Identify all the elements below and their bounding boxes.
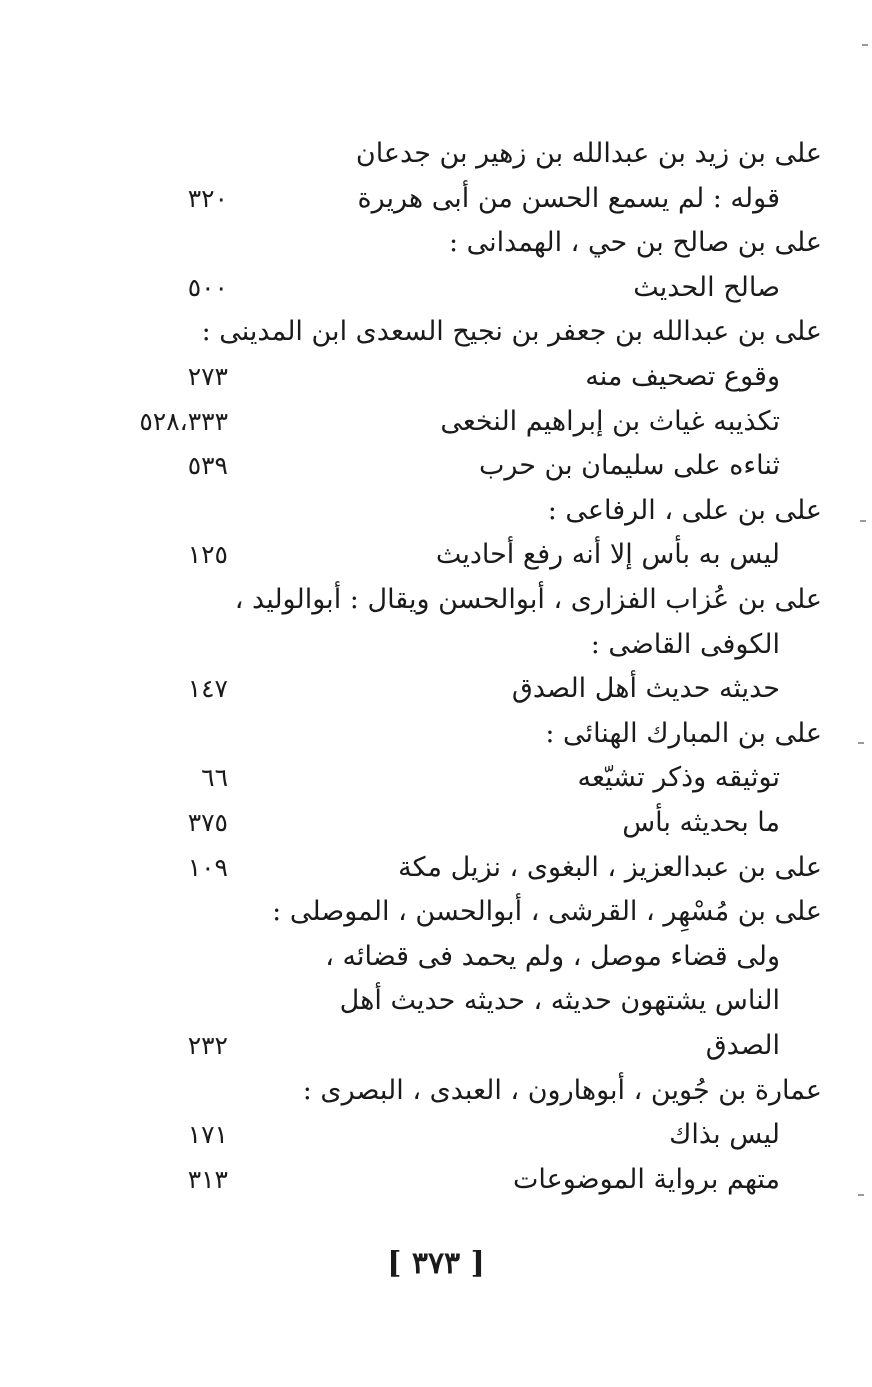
index-entry bbox=[0, 444, 872, 488]
entry-page-number: ٣١٣ bbox=[187, 1164, 228, 1194]
entry-subtext: الصدق bbox=[705, 1030, 780, 1061]
index-entry bbox=[0, 890, 872, 934]
entry-page-number: ٦٦ bbox=[201, 763, 228, 793]
entry-subtext: ما بحديثه بأس bbox=[622, 807, 780, 838]
index-entry bbox=[0, 935, 872, 979]
index-entry bbox=[0, 1069, 872, 1113]
index-entry bbox=[0, 846, 872, 890]
entry-subtext: تكذيبه غياث بن إبراهيم النخعى bbox=[440, 405, 780, 437]
scan-mark bbox=[858, 1194, 864, 1196]
index-entry bbox=[0, 355, 872, 399]
scan-mark bbox=[862, 44, 868, 46]
entry-heading: على بن عبدالله بن جعفر بن نجيح السعدى ابن المدينى : bbox=[201, 316, 822, 348]
index-entry bbox=[0, 132, 872, 176]
index-entry bbox=[0, 177, 872, 221]
entry-page-number: ١٤٧ bbox=[187, 674, 228, 704]
scan-mark bbox=[860, 520, 866, 522]
entry-subtext: حديثه حديث أهل الصدق bbox=[511, 673, 780, 705]
entry-subtext: الكوفى القاضى : bbox=[590, 628, 780, 660]
entry-subtext: وقوع تصحيف منه bbox=[585, 361, 780, 392]
entry-heading: عمارة بن جُوين ، أبوهارون ، العبدى ، البصرى : bbox=[302, 1074, 822, 1106]
entry-page-number: ٢٣٢ bbox=[187, 1031, 228, 1060]
entry-subtext: توثيقه وذكر تشيّعه bbox=[577, 762, 780, 794]
entry-page-number: ٥٣٩ bbox=[187, 451, 228, 481]
entry-subtext: صالح الحديث bbox=[633, 271, 780, 303]
entry-page-number: ١٧١ bbox=[187, 1120, 228, 1150]
entry-heading: على بن صالح بن حي ، الهمدانى : bbox=[448, 227, 822, 259]
entry-heading: على بن عبدالعزيز ، البغوى ، نزيل مكة bbox=[398, 851, 822, 883]
index-entry bbox=[0, 533, 872, 577]
entry-heading: على بن على ، الرفاعى : bbox=[547, 494, 822, 526]
page-number: [ ٣٧٣ ] bbox=[387, 1246, 485, 1281]
index-entry bbox=[0, 310, 872, 354]
index-entry bbox=[0, 667, 872, 711]
entry-page-number: ٣٧٥ bbox=[187, 808, 228, 837]
index-entry bbox=[0, 1024, 872, 1068]
index-entry bbox=[0, 979, 872, 1023]
entry-subtext: ثناءه على سليمان بن حرب bbox=[478, 450, 780, 482]
index-entry bbox=[0, 1113, 872, 1157]
index-entry bbox=[0, 266, 872, 310]
index-entry bbox=[0, 400, 872, 444]
entry-subtext: ليس بذاك bbox=[669, 1119, 780, 1151]
entry-heading: على بن مُسْهِر ، القرشى ، أبوالحسن ، الموصلى : bbox=[272, 896, 822, 928]
index-entry bbox=[0, 221, 872, 265]
entry-subtext: قوله : لم يسمع الحسن من أبى هريرة bbox=[357, 182, 780, 214]
index-entry bbox=[0, 801, 872, 845]
entry-page-number: ٣٢٠ bbox=[187, 183, 228, 213]
entry-page-number: ١٠٩ bbox=[187, 852, 228, 882]
index-entry bbox=[0, 489, 872, 533]
entry-heading: على بن زيد بن عبدالله بن زهير بن جدعان bbox=[355, 138, 822, 169]
entry-heading: على بن المبارك الهنائى : bbox=[545, 717, 822, 749]
entry-page-number: ٢٧٣ bbox=[187, 362, 228, 391]
entry-subtext: متهم برواية الموضوعات bbox=[512, 1163, 780, 1195]
entry-subtext: ليس به بأس إلا أنه رفع أحاديث bbox=[435, 539, 780, 571]
index-entry bbox=[0, 756, 872, 800]
index-entry bbox=[0, 623, 872, 667]
entry-page-number: ٥٢٨،٣٣٣ bbox=[139, 406, 228, 436]
scan-mark bbox=[858, 742, 864, 744]
entry-subtext: ولى قضاء موصل ، ولم يحمد فى قضائه ، bbox=[325, 940, 780, 972]
index-entry bbox=[0, 578, 872, 622]
entry-heading: على بن عُزاب الفزارى ، أبوالحسن ويقال : أبوالوليد ، bbox=[234, 584, 822, 615]
entry-page-number: ٥٠٠ bbox=[187, 272, 228, 302]
entry-page-number: ١٢٥ bbox=[187, 540, 228, 570]
entry-subtext: الناس يشتهون حديثه ، حديثه حديث أهل bbox=[339, 985, 780, 1017]
index-entry bbox=[0, 712, 872, 756]
index-entry bbox=[0, 1158, 872, 1202]
